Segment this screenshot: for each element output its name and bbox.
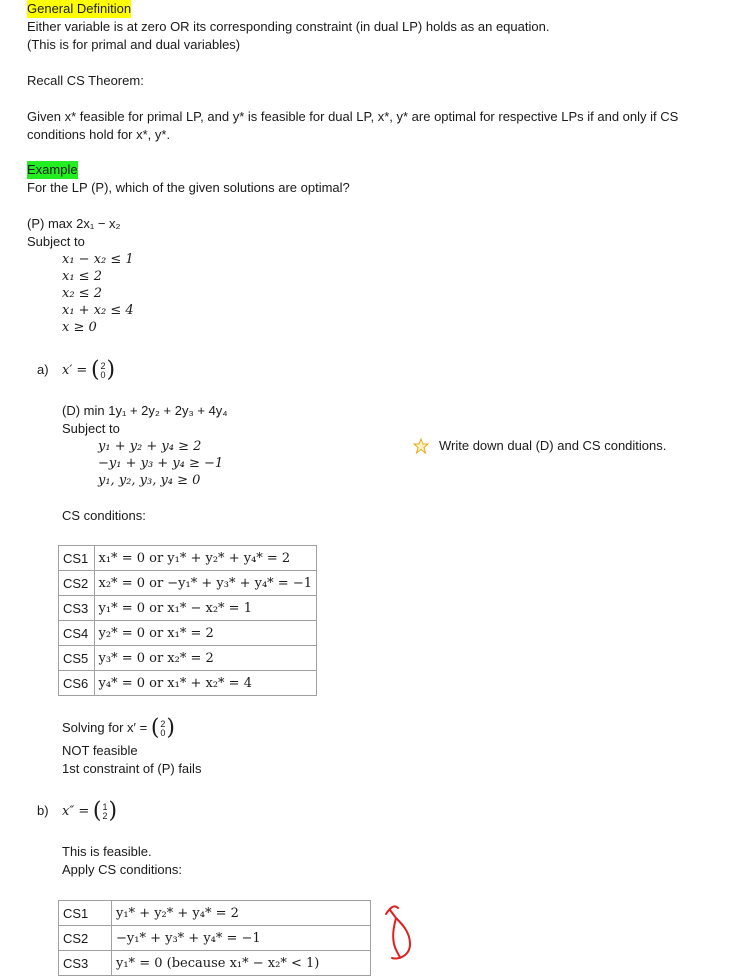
cs-condition: x₂* = 0 or −y₁* + y₃* + y₄* = −1 bbox=[94, 571, 316, 596]
solving-a-prefix: Solving for x′ = bbox=[62, 720, 148, 735]
table-row bbox=[59, 646, 317, 671]
primal-subject-to: Subject to bbox=[27, 234, 85, 249]
table-row bbox=[59, 926, 371, 951]
part-b-x-label: x″ = bbox=[62, 804, 90, 819]
cs-condition: y₃* = 0 or x₂* = 2 bbox=[94, 646, 316, 671]
part-b-vector-values: 1 2 bbox=[102, 801, 108, 821]
cs-id: CS3 bbox=[59, 596, 95, 621]
dual-constraint-2: −y₁ + y₃ + y₄ ≥ −1 bbox=[98, 456, 224, 471]
cs-id: CS1 bbox=[59, 546, 95, 571]
constraint-fails-text: 1st constraint of (P) fails bbox=[62, 761, 202, 776]
feasible-text: This is feasible. bbox=[62, 844, 152, 859]
cs-conditions-table-b bbox=[58, 900, 371, 976]
dual-objective: (D) min 1y₁ + 2y₂ + 2y₃ + 4y₄ bbox=[62, 403, 228, 418]
dual-constraint-3: y₁, y₂, y₃, y₄ ≥ 0 bbox=[98, 473, 201, 488]
cs-id: CS2 bbox=[59, 571, 95, 596]
cs-conditions-table bbox=[58, 545, 317, 696]
cs-id: CS3 bbox=[59, 951, 112, 976]
cs-id: CS1 bbox=[59, 901, 112, 926]
cs-condition: y₄* = 0 or x₁* + x₂* = 4 bbox=[94, 671, 316, 696]
cs-id: CS6 bbox=[59, 671, 95, 696]
star-icon bbox=[413, 438, 429, 454]
side-note: Write down dual (D) and CS conditions. bbox=[439, 438, 667, 453]
cs-id: CS4 bbox=[59, 621, 95, 646]
cs-condition: y₂* = 0 or x₁* = 2 bbox=[94, 621, 316, 646]
primal-constraint-2: x₁ ≤ 2 bbox=[62, 269, 102, 284]
part-b-vector: x″ = (1 2) bbox=[62, 798, 118, 824]
table-row bbox=[59, 671, 317, 696]
example-question: For the LP (P), which of the given solutions are optimal? bbox=[27, 180, 350, 195]
table-row bbox=[59, 901, 371, 926]
cs-condition: y₁* = 0 (because x₁* − x₂* < 1) bbox=[112, 951, 371, 976]
part-a-vector-values: 2 0 bbox=[100, 360, 106, 380]
apply-cs-text: Apply CS conditions: bbox=[62, 862, 182, 877]
primal-constraint-1: x₁ − x₂ ≤ 1 bbox=[62, 252, 134, 267]
dual-constraint-1: y₁ + y₂ + y₄ ≥ 2 bbox=[98, 439, 202, 454]
primal-constraint-4: x₁ + x₂ ≤ 4 bbox=[62, 303, 134, 318]
definition-text: Either variable is at zero OR its corresponding constraint (in dual LP) holds as an equation. bbox=[27, 19, 550, 34]
cs-id: CS2 bbox=[59, 926, 112, 951]
definition-note: (This is for primal and dual variables) bbox=[27, 37, 241, 52]
primal-constraint-5: x ≥ 0 bbox=[62, 320, 97, 335]
table-row bbox=[59, 546, 317, 571]
cs-condition: y₁* = 0 or x₁* − x₂* = 1 bbox=[94, 596, 316, 621]
cs-condition: y₁* + y₂* + y₄* = 2 bbox=[112, 901, 371, 926]
example-heading: Example bbox=[27, 162, 78, 177]
part-b-label: b) bbox=[37, 803, 49, 818]
primal-constraint-3: x₂ ≤ 2 bbox=[62, 286, 102, 301]
dual-subject-to: Subject to bbox=[62, 421, 120, 436]
part-a-vector: x′ = (2 0) bbox=[62, 357, 116, 383]
cs-id: CS5 bbox=[59, 646, 95, 671]
general-definition-heading: General Definition bbox=[27, 1, 132, 16]
solving-a: Solving for x′ = (2 0) bbox=[62, 715, 176, 741]
part-a-x-label: x′ = bbox=[62, 363, 88, 378]
table-row bbox=[59, 951, 371, 976]
cs-conditions-heading: CS conditions: bbox=[62, 508, 146, 523]
primal-objective: (P) max 2x₁ − x₂ bbox=[27, 216, 121, 231]
part-a-label: a) bbox=[37, 362, 49, 377]
table-row bbox=[59, 621, 317, 646]
handwritten-mark-icon bbox=[380, 900, 420, 960]
table-row bbox=[59, 596, 317, 621]
theorem-line-2: conditions hold for x*, y*. bbox=[27, 127, 171, 142]
table-row bbox=[59, 571, 317, 596]
recall-heading: Recall CS Theorem: bbox=[27, 73, 144, 88]
not-feasible-text: NOT feasible bbox=[62, 743, 138, 758]
solving-a-vector: 2 0 bbox=[160, 718, 166, 738]
cs-condition: −y₁* + y₃* + y₄* = −1 bbox=[112, 926, 371, 951]
theorem-line-1: Given x* feasible for primal LP, and y* is feasible for dual LP, x*, y* are optimal for respective LPs if and only if CS bbox=[27, 109, 679, 124]
cs-condition: x₁* = 0 or y₁* + y₂* + y₄* = 2 bbox=[94, 546, 316, 571]
